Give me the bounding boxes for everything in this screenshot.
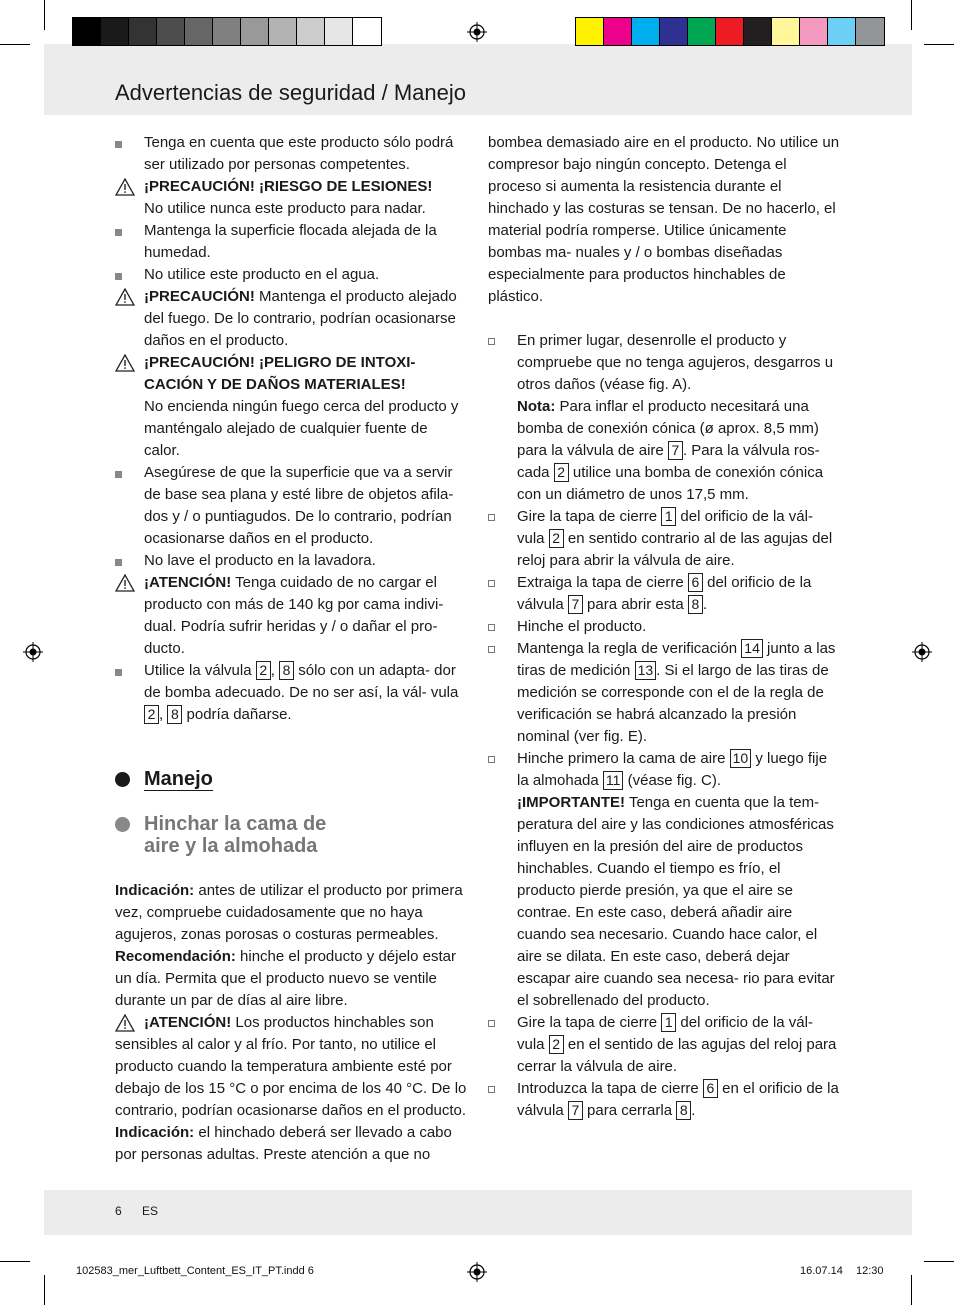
paragraph: Indicación: antes de utilizar el producto por primera vez, compruebe cuidadosamente que no haya agujeros, zonas porosas o costuras permeables. [115,882,463,943]
square-bullet-icon [115,229,122,236]
color-swatch [353,18,381,45]
part-number: 7 [568,1101,583,1120]
process-color-bar [575,17,885,46]
page-title: Advertencias de seguridad / Manejo [115,80,466,105]
right-column [488,132,840,1122]
list-item: No lave el producto en la lavadora. [115,550,467,572]
warning-triangle-icon [115,1014,135,1032]
crop-mark [44,0,45,30]
crop-mark [911,1275,912,1305]
checkbox-bullet-icon [488,1020,495,1027]
part-number: 6 [703,1079,718,1098]
section-heading-hinchar: Hinchar la cama de aire y la almohada [115,813,364,857]
color-swatch [241,18,269,45]
warning-item: ¡ATENCIÓN! Los productos hinchables son sensibles al calor y al frío. Por tanto, no utilice el producto cuando la temperatura ambiente esté por debajo de los 15 °C o por encima de los 40 °C. De lo contrario, podrían ocasionarse daños en el producto. [115,1014,467,1119]
crop-mark [44,1275,45,1305]
color-swatch [73,18,101,45]
part-number: 2 [549,529,564,548]
part-number: 14 [741,639,763,658]
gray-color-bar [72,17,382,46]
step-item: Introduzca la tapa de cierre 6 en el orificio de la válvula 7 para cerrarla 8 . [488,1078,840,1122]
warning-triangle-icon [115,178,135,196]
color-swatch [604,18,632,45]
color-swatch [744,18,772,45]
crop-mark [924,1261,954,1262]
part-number: 2 [256,661,271,680]
step-item: Hinche primero la cama de aire 10 y luego fije la almohada 11 (véase fig. C). ¡IMPORTANTE! Tenga en cuenta que la tem- peratura del aire y las condiciones atmosféricas influyen en la presión del aire de productos hinchables. Cuando el tiempo es frío, el producto pierde presión, ya que el aire se contrae. En este caso, deberá añadir aire cuando sea necesario. Cuando hace calor, el aire se dilata. En este caso, deberá dejar escapar aire cuando sea necesa- rio para evitar el sobrellenado del producto. [488,748,840,1012]
list-item: Utilice la válvula 2 , 8 sólo con un adapta- dor de bomba adecuado. De no ser así, la vál- vula 2 , 8 podría dañarse. [115,660,467,726]
checkbox-bullet-icon [488,338,495,345]
color-swatch [716,18,744,45]
color-swatch [325,18,353,45]
registration-mark-icon [467,1262,487,1282]
checkbox-bullet-icon [488,756,495,763]
part-number: 1 [661,1013,676,1032]
slug-time: 12:30 [856,1265,884,1277]
color-swatch [157,18,185,45]
part-number: 7 [668,441,683,460]
square-bullet-icon [115,273,122,280]
part-number: 6 [688,573,703,592]
paragraph: Recomendación: hinche el producto y déjelo estar un día. Permita que el producto nuevo se ventile durante un par de días al aire libre. [115,948,456,1009]
checkbox-bullet-icon [488,514,495,521]
registration-mark-icon [467,22,487,42]
square-bullet-icon [115,559,122,566]
color-swatch [856,18,884,45]
crop-mark [0,44,30,45]
checkbox-bullet-icon [488,1086,495,1093]
color-swatch [688,18,716,45]
step-item: Extraiga la tapa de cierre 6 del orificio de la válvula 7 para abrir esta 8 . [488,572,840,616]
part-number: 8 [676,1101,691,1120]
language-code: ES [142,1204,159,1218]
color-swatch [213,18,241,45]
slug-filename: 102583_mer_Luftbett_Content_ES_IT_PT.indd 6 [76,1265,314,1277]
part-number: 2 [144,705,159,724]
square-bullet-icon [115,471,122,478]
color-swatch [632,18,660,45]
warning-item: ¡ATENCIÓN! Tenga cuidado de no cargar el producto con más de 140 kg por cama indivi- dual. Podría sufrir heridas y / o dañar el pro- ducto. [115,572,467,660]
list-item: Mantenga la superficie flocada alejada de la humedad. [115,220,467,264]
page-number: 6 [115,1204,122,1218]
bullet-dot-icon [115,817,130,832]
part-number: 8 [688,595,703,614]
color-swatch [800,18,828,45]
section-heading-manejo: Manejo [115,768,467,790]
part-number: 1 [661,507,676,526]
color-swatch [772,18,800,45]
list-item: Tenga en cuenta que este producto sólo podrá ser utilizado por personas competentes. [115,132,467,176]
square-bullet-icon [115,141,122,148]
registration-mark-icon [23,642,43,662]
warning-triangle-icon [115,574,135,592]
warning-item: ¡PRECAUCIÓN! ¡PELIGRO DE INTOXI- CACIÓN Y DE DAÑOS MATERIALES! No encienda ningún fuego cerca del producto y manténgalo alejado de cualquier fuente de calor. [115,352,467,462]
list-item: Asegúrese de que la superficie que va a servir de base sea plana y esté libre de objetos afila- dos y / o puntiagudos. De lo contrario, podrían ocasionarse daños en el producto. [115,462,467,550]
warning-item: ¡PRECAUCIÓN! Mantenga el producto alejado del fuego. De lo contrario, podrían ocasionarse daños en el producto. [115,286,467,352]
step-item: Gire la tapa de cierre 1 del orificio de la vál- vula 2 en sentido contrario al de las agujas del reloj para abrir la válvula de aire. [488,506,840,572]
list-item: No utilice este producto en el agua. [115,264,467,286]
part-number: 10 [730,749,752,768]
part-number: 8 [167,705,182,724]
warning-item: ¡PRECAUCIÓN! ¡RIESGO DE LESIONES! No utilice nunca este producto para nadar. [115,176,467,220]
color-swatch [576,18,604,45]
paragraph: Indicación: el hinchado deberá ser llevado a cabo por personas adultas. Preste atención a que no [115,1124,452,1163]
color-swatch [828,18,856,45]
part-number: 7 [568,595,583,614]
crop-mark [911,0,912,30]
step-item: Gire la tapa de cierre 1 del orificio de la vál- vula 2 en el sentido de las agujas del reloj para cerrar la válvula de aire. [488,1012,840,1078]
paragraph: bombea demasiado aire en el producto. No utilice un compresor bajo ningún concepto. Detenga el proceso si aumenta la resistencia durante el hinchado y las costuras se tensan. De no hacerlo, el material podría romperse. Utilice únicamente bombas ma- nuales y / o bombas diseñadas especialmente para productos hinchables de plástico. [488,134,840,305]
part-number: 11 [603,771,624,790]
checkbox-bullet-icon [488,580,495,587]
warning-triangle-icon [115,288,135,306]
slug-date: 16.07.14 [800,1265,843,1277]
crop-mark [924,44,954,45]
left-column [115,132,467,1166]
color-swatch [660,18,688,45]
step-item: Hinche el producto. [488,616,840,638]
bullet-dot-icon [115,772,130,787]
warning-triangle-icon [115,354,135,372]
registration-mark-icon [912,642,932,662]
part-number: 13 [635,661,657,680]
step-item: Mantenga la regla de verificación 14 junto a las tiras de medición 13 . Si el largo de las tiras de medición se corresponde con el de la regla de verificación se habrá alcanzado la presión nominal (ver fig. E). [488,638,840,748]
crop-mark [0,1261,30,1262]
color-swatch [269,18,297,45]
color-swatch [297,18,325,45]
checkbox-bullet-icon [488,624,495,631]
square-bullet-icon [115,669,122,676]
color-swatch [101,18,129,45]
part-number: 8 [279,661,294,680]
footer-band [44,1190,912,1235]
part-number: 2 [549,1035,564,1054]
color-swatch [185,18,213,45]
part-number: 2 [554,463,569,482]
color-swatch [129,18,157,45]
step-item: En primer lugar, desenrolle el producto y compruebe que no tenga agujeros, desgarros u otros daños (véase fig. A). Nota: Para inflar el producto necesitará una bomba de conexión cónica (ø aprox. 8,5 mm) para la válvula de aire 7 . Para la válvula ros- cada 2 utilice una bomba de conexión cónica con un diámetro de unos 17,5 mm. [488,330,840,506]
checkbox-bullet-icon [488,646,495,653]
